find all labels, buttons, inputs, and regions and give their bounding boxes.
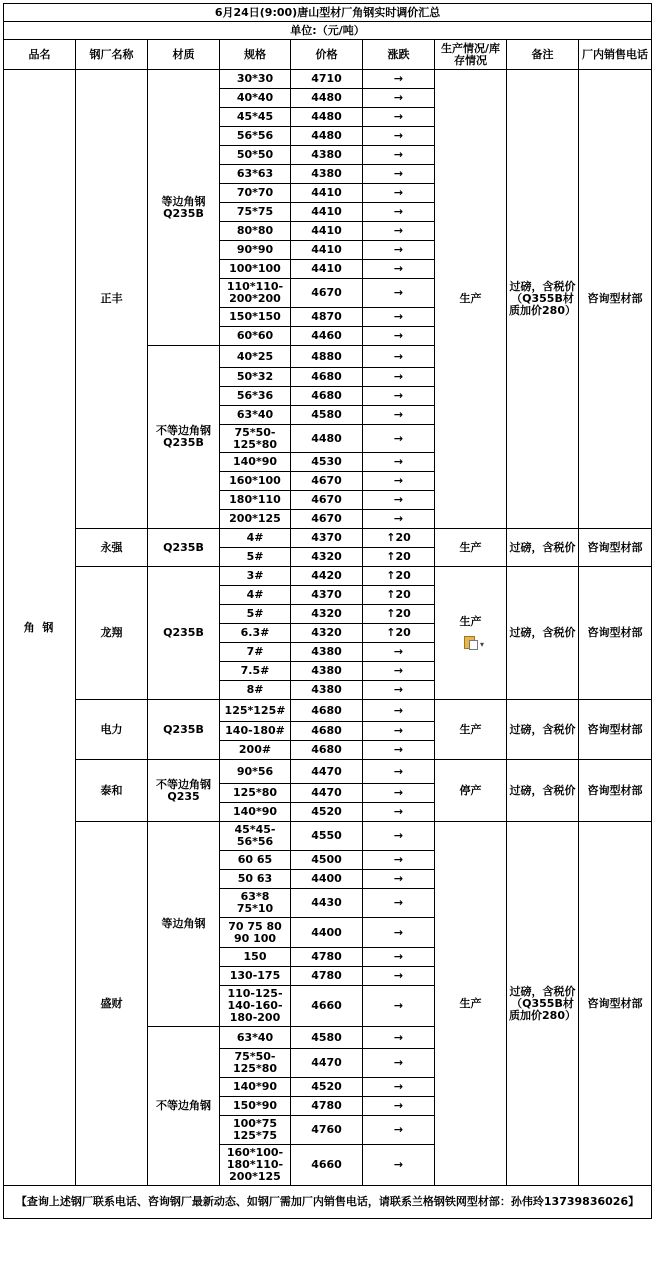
header-change: 涨跌 — [363, 40, 435, 70]
price-cell: 4480 — [291, 89, 363, 108]
spec-cell: 56*36 — [220, 387, 291, 406]
spec-cell: 45*45-56*56 — [220, 822, 291, 851]
spec-cell: 130-175 — [220, 967, 291, 986]
price-cell: 4670 — [291, 510, 363, 529]
price-cell: 4870 — [291, 308, 363, 327]
change-cell: → — [363, 165, 435, 184]
spec-cell: 100*100 — [220, 260, 291, 279]
change-cell: → — [363, 870, 435, 889]
change-cell: → — [363, 948, 435, 967]
phone-cell: 咨询型材部 — [579, 567, 652, 700]
spec-cell: 8# — [220, 681, 291, 700]
change-cell: → — [363, 70, 435, 89]
change-cell: → — [363, 184, 435, 203]
change-cell: → — [363, 279, 435, 308]
change-cell: → — [363, 662, 435, 681]
table-row — [4, 70, 652, 89]
spec-cell: 125*80 — [220, 784, 291, 803]
table-row — [4, 760, 652, 784]
production-status-text: 生产 — [459, 996, 482, 1010]
production-status-text: 生产 — [459, 292, 482, 305]
change-cell: → — [363, 453, 435, 472]
spec-cell: 60 65 — [220, 851, 291, 870]
price-cell: 4680 — [291, 700, 363, 722]
change-cell: → — [363, 491, 435, 510]
price-cell: 4780 — [291, 948, 363, 967]
phone-cell: 咨询型材部 — [579, 822, 652, 1186]
spec-cell: 110*110-200*200 — [220, 279, 291, 308]
price-cell: 4680 — [291, 722, 363, 741]
mill-name: 正丰 — [76, 70, 148, 529]
material-cell: 不等边角钢Q235B — [148, 346, 220, 529]
spec-cell: 40*25 — [220, 346, 291, 368]
price-table — [3, 3, 652, 1219]
change-cell: → — [363, 722, 435, 741]
spec-cell: 4# — [220, 529, 291, 548]
material-cell: 等边角钢Q235B — [148, 70, 220, 346]
price-cell: 4380 — [291, 681, 363, 700]
material-cell: 等边角钢 — [148, 822, 220, 1027]
production-status-text: 生产 — [459, 540, 482, 554]
spec-cell: 140*90 — [220, 803, 291, 822]
header-spec: 规格 — [220, 40, 291, 70]
spec-cell: 70*70 — [220, 184, 291, 203]
change-cell: → — [363, 822, 435, 851]
material-cell: 不等边角钢 — [148, 1027, 220, 1186]
price-cell: 4470 — [291, 1049, 363, 1078]
material-cell: Q235B — [148, 529, 220, 567]
change-cell: ↑20 — [363, 548, 435, 567]
price-cell: 4460 — [291, 327, 363, 346]
change-cell: ↑20 — [363, 529, 435, 548]
price-cell: 4780 — [291, 1097, 363, 1116]
production-status-text: 生产 — [459, 722, 482, 736]
price-cell: 4320 — [291, 624, 363, 643]
unit-label: 单位:（元/吨） — [4, 22, 652, 40]
material-cell: 不等边角钢Q235 — [148, 760, 220, 822]
spec-cell: 80*80 — [220, 222, 291, 241]
spec-cell: 160*100 — [220, 472, 291, 491]
change-cell: → — [363, 1097, 435, 1116]
price-cell: 4680 — [291, 387, 363, 406]
change-cell: → — [363, 89, 435, 108]
mill-name: 泰和 — [76, 760, 148, 822]
change-cell: → — [363, 1078, 435, 1097]
price-cell: 4880 — [291, 346, 363, 368]
spec-cell: 75*75 — [220, 203, 291, 222]
price-cell: 4370 — [291, 529, 363, 548]
price-cell: 4400 — [291, 918, 363, 948]
change-cell: → — [363, 681, 435, 700]
table-row — [4, 529, 652, 548]
spec-cell: 125*125# — [220, 700, 291, 722]
product-name: 角 钢 — [4, 70, 76, 1186]
price-cell: 4410 — [291, 241, 363, 260]
change-cell: ↑20 — [363, 605, 435, 624]
change-cell: → — [363, 472, 435, 491]
spec-cell: 70 75 80 90 100 — [220, 918, 291, 948]
spec-cell: 150*90 — [220, 1097, 291, 1116]
change-cell: → — [363, 146, 435, 165]
production-status — [435, 70, 507, 529]
price-cell: 4380 — [291, 643, 363, 662]
price-cell: 4550 — [291, 822, 363, 851]
price-cell: 4410 — [291, 203, 363, 222]
spec-cell: 150*150 — [220, 308, 291, 327]
mill-name: 永强 — [76, 529, 148, 567]
mill-name: 龙翔 — [76, 567, 148, 700]
change-cell: → — [363, 1145, 435, 1186]
header-product: 品名 — [4, 40, 76, 70]
spec-cell: 45*45 — [220, 108, 291, 127]
change-cell: → — [363, 241, 435, 260]
spec-cell: 40*40 — [220, 89, 291, 108]
price-cell: 4320 — [291, 605, 363, 624]
spec-cell: 3# — [220, 567, 291, 586]
spec-cell: 50*32 — [220, 368, 291, 387]
spec-cell: 90*90 — [220, 241, 291, 260]
price-cell: 4580 — [291, 1027, 363, 1049]
change-cell: → — [363, 425, 435, 453]
spec-cell: 50*50 — [220, 146, 291, 165]
price-cell: 4520 — [291, 803, 363, 822]
price-cell: 4660 — [291, 1145, 363, 1186]
change-cell: → — [363, 260, 435, 279]
price-cell: 4670 — [291, 279, 363, 308]
spec-cell: 7.5# — [220, 662, 291, 681]
change-cell: → — [363, 1027, 435, 1049]
header-phone: 厂内销售电话 — [579, 40, 652, 70]
price-cell: 4380 — [291, 662, 363, 681]
remark-cell: 过磅，含税价 — [507, 529, 579, 567]
change-cell: → — [363, 889, 435, 918]
price-cell: 4470 — [291, 760, 363, 784]
production-status — [435, 567, 507, 700]
price-sheet — [3, 3, 652, 1219]
remark-cell: 过磅，含税价 — [507, 700, 579, 760]
spec-cell: 100*75 125*75 — [220, 1116, 291, 1145]
spec-cell: 50 63 — [220, 870, 291, 889]
spec-cell: 63*63 — [220, 165, 291, 184]
spec-cell: 140-180# — [220, 722, 291, 741]
spec-cell: 5# — [220, 605, 291, 624]
price-cell: 4710 — [291, 70, 363, 89]
table-row — [4, 567, 652, 586]
table-row — [4, 822, 652, 851]
table-title: 6月24日(9:00)唐山型材厂角钢实时调价汇总 — [4, 4, 652, 22]
change-cell: → — [363, 327, 435, 346]
remark-cell: 过磅，含税价（Q355B材质加价280） — [507, 70, 579, 529]
phone-cell: 咨询型材部 — [579, 529, 652, 567]
header-price: 价格 — [291, 40, 363, 70]
price-cell: 4400 — [291, 870, 363, 889]
price-cell: 4760 — [291, 1116, 363, 1145]
spec-cell: 180*110 — [220, 491, 291, 510]
spec-cell: 90*56 — [220, 760, 291, 784]
spec-cell: 6.3# — [220, 624, 291, 643]
price-cell: 4380 — [291, 165, 363, 184]
material-cell: Q235B — [148, 700, 220, 760]
spec-cell: 110-125-140-160-180-200 — [220, 986, 291, 1027]
price-cell: 4430 — [291, 889, 363, 918]
production-status — [435, 529, 507, 567]
price-cell: 4380 — [291, 146, 363, 165]
mill-name: 盛财 — [76, 822, 148, 1186]
change-cell: → — [363, 222, 435, 241]
price-cell: 4670 — [291, 491, 363, 510]
change-cell: → — [363, 760, 435, 784]
price-cell: 4420 — [291, 567, 363, 586]
spec-cell: 200*125 — [220, 510, 291, 529]
remark-cell: 过磅，含税价（Q355B材质加价280） — [507, 822, 579, 1186]
change-cell: → — [363, 741, 435, 760]
mill-name: 电力 — [76, 700, 148, 760]
price-cell: 4780 — [291, 967, 363, 986]
price-cell: 4500 — [291, 851, 363, 870]
footer-note: 【查询上述钢厂联系电话、咨询钢厂最新动态、如钢厂需加厂内销售电话，请联系兰格钢铁网型材部：孙伟玲13739836026】 — [4, 1186, 652, 1219]
spec-cell: 30*30 — [220, 70, 291, 89]
change-cell: → — [363, 986, 435, 1027]
price-cell: 4680 — [291, 368, 363, 387]
change-cell: ↑20 — [363, 624, 435, 643]
price-cell: 4580 — [291, 406, 363, 425]
change-cell: → — [363, 308, 435, 327]
phone-cell: 咨询型材部 — [579, 760, 652, 822]
spec-cell: 7# — [220, 643, 291, 662]
price-cell: 4410 — [291, 222, 363, 241]
price-cell: 4480 — [291, 425, 363, 453]
spec-cell: 4# — [220, 586, 291, 605]
spec-cell: 75*50-125*80 — [220, 425, 291, 453]
change-cell: → — [363, 784, 435, 803]
production-status — [435, 700, 507, 760]
change-cell: → — [363, 346, 435, 368]
spec-cell: 150 — [220, 948, 291, 967]
change-cell: → — [363, 510, 435, 529]
phone-cell: 咨询型材部 — [579, 70, 652, 529]
phone-cell: 咨询型材部 — [579, 700, 652, 760]
header-production: 生产情况/库存情况 — [435, 40, 507, 70]
footer-row — [4, 1186, 652, 1219]
spec-cell: 60*60 — [220, 327, 291, 346]
spec-cell: 5# — [220, 548, 291, 567]
change-cell: ↑20 — [363, 567, 435, 586]
spec-cell: 75*50-125*80 — [220, 1049, 291, 1078]
price-cell: 4530 — [291, 453, 363, 472]
spec-cell: 63*8 75*10 — [220, 889, 291, 918]
change-cell: → — [363, 643, 435, 662]
spec-cell: 200# — [220, 741, 291, 760]
material-cell: Q235B — [148, 567, 220, 700]
change-cell: → — [363, 1049, 435, 1078]
change-cell: ↑20 — [363, 586, 435, 605]
header-mill: 钢厂名称 — [76, 40, 148, 70]
change-cell: → — [363, 108, 435, 127]
price-cell: 4370 — [291, 586, 363, 605]
change-cell: → — [363, 203, 435, 222]
price-cell: 4480 — [291, 108, 363, 127]
change-cell: → — [363, 803, 435, 822]
price-cell: 4670 — [291, 472, 363, 491]
spec-cell: 56*56 — [220, 127, 291, 146]
spec-cell: 63*40 — [220, 1027, 291, 1049]
remark-cell: 过磅，含税价 — [507, 760, 579, 822]
spec-cell: 63*40 — [220, 406, 291, 425]
change-cell: → — [363, 387, 435, 406]
price-cell: 4320 — [291, 548, 363, 567]
production-status-text: 停产 — [459, 783, 482, 797]
price-cell: 4410 — [291, 184, 363, 203]
header-material: 材质 — [148, 40, 220, 70]
price-cell: 4470 — [291, 784, 363, 803]
price-cell: 4680 — [291, 741, 363, 760]
production-status-text: 生产 — [459, 614, 482, 628]
price-cell: 4660 — [291, 986, 363, 1027]
production-status — [435, 760, 507, 822]
spec-cell: 160*100-180*110-200*125 — [220, 1145, 291, 1186]
table-row — [4, 700, 652, 722]
chevron-down-icon[interactable]: ▾ — [479, 639, 484, 649]
price-cell: 4520 — [291, 1078, 363, 1097]
production-status — [435, 822, 507, 1186]
change-cell: → — [363, 406, 435, 425]
change-cell: → — [363, 1116, 435, 1145]
price-cell: 4410 — [291, 260, 363, 279]
change-cell: → — [363, 967, 435, 986]
header-remark: 备注 — [507, 40, 579, 70]
clipboard-paste-icon[interactable] — [463, 634, 477, 648]
spec-cell: 140*90 — [220, 1078, 291, 1097]
spec-cell: 140*90 — [220, 453, 291, 472]
change-cell: → — [363, 700, 435, 722]
remark-cell: 过磅，含税价 — [507, 567, 579, 700]
price-cell: 4480 — [291, 127, 363, 146]
change-cell: → — [363, 127, 435, 146]
change-cell: → — [363, 851, 435, 870]
change-cell: → — [363, 918, 435, 948]
change-cell: → — [363, 368, 435, 387]
